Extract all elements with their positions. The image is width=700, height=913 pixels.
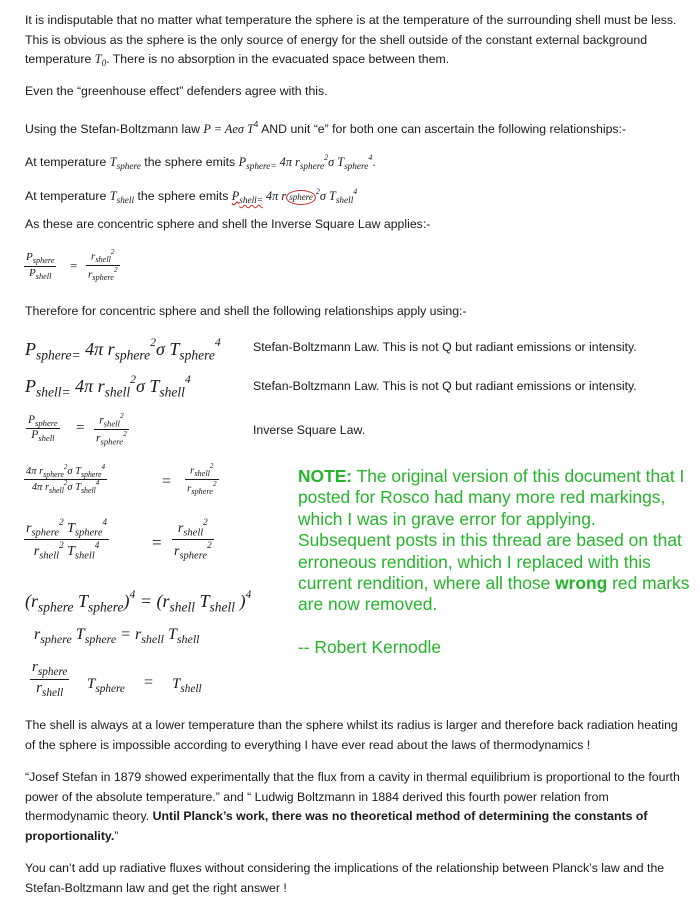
eq2-r-exp: 2 [130, 373, 136, 386]
frac1-num-sub: sphere [32, 255, 55, 265]
eq2-T-exp: 4 [184, 373, 191, 386]
eq4-num [24, 464, 107, 480]
ratio-r-den [86, 266, 120, 283]
eq6-left-sub: sphere [38, 599, 74, 615]
t0-subscript: 0 [101, 58, 107, 69]
quote-bold: Until Planck’s work, there was no theoretical method of determining the constants of proportionality. [25, 809, 648, 843]
stefan-formula: P = Aeσ T [203, 121, 254, 136]
sphere-line-text-b: the sphere emits [140, 154, 239, 169]
equation-p-shell [25, 373, 191, 400]
eq3-P-fraction [26, 414, 60, 444]
stefan-exponent: 4 [253, 120, 259, 129]
frac2-num-exp: 2 [110, 248, 115, 256]
eq5-r-num [172, 518, 214, 540]
eq4-den-sigma: σ T [67, 482, 81, 494]
sphere-T-exp: 4 [368, 153, 373, 162]
eq3-rden-exp: 2 [123, 428, 127, 438]
eq1-4pi-r: 4π r [80, 338, 115, 359]
eq7-Tsub: sphere [84, 632, 117, 647]
eq4-den-4pi: 4π r [31, 482, 50, 494]
ratio-r-num [86, 249, 120, 266]
shell-T: T [109, 188, 117, 203]
sphere-emits-line [25, 148, 686, 177]
eq3-den-r: r [96, 432, 101, 445]
eq6-right-close: ) [235, 590, 246, 611]
eq7-T2: T [163, 626, 177, 643]
eq5-den-rsub: shell [39, 549, 60, 561]
equation-7 [34, 626, 200, 647]
intro-paragraph [25, 11, 686, 74]
eq5-left-fraction [24, 518, 109, 562]
shell-4pi-r: 4π r [262, 188, 287, 203]
eq4-den-sub: shell [49, 485, 64, 495]
stefan-paragraph [25, 115, 686, 140]
eq3-note: Inverse Square Law. [253, 423, 366, 437]
eq5-num-r: r [26, 520, 32, 536]
eq8-num [30, 660, 69, 680]
eq6-exp-left: 4 [129, 588, 136, 601]
eq8-T: T [87, 676, 96, 692]
therefore-paragraph: Therefore for concentric sphere and shell the following relationships apply using:- [25, 304, 467, 318]
eq3-equals: = [76, 420, 85, 436]
eq5-rden-exp: 2 [207, 539, 212, 550]
eq5-den-exp2: 2 [59, 539, 64, 550]
eq4-den-exp4: 4 [95, 480, 100, 488]
eq5-den-Tsub: shell [74, 549, 95, 561]
eq6-left-T: T [73, 590, 89, 611]
sphere-T2-sub: sphere [344, 161, 369, 172]
eq4-rden: r [187, 482, 192, 495]
eq3-r-num [94, 412, 129, 430]
eq4-r-den [185, 480, 219, 497]
eq2-P-sub: shell= [36, 384, 71, 400]
shell-P-sub: shell= [239, 195, 263, 206]
eq1-T-exp: 4 [214, 336, 221, 349]
green-note [298, 466, 693, 659]
eq5-num-exp4: 4 [102, 517, 108, 527]
eq4-equals: = [162, 473, 172, 490]
eq3-num-sub: sphere [35, 418, 58, 429]
note-text: The original version of this document that I posted for Rosco had many more red markings, which I was in grave error for applying. Subsequent posts in this thread are based on that erroneous rendition, which I replaced with this current rendition, where all those [298, 466, 685, 594]
eq2-T-sub: shell [159, 384, 185, 400]
eq4-num-Tsub: sphere [80, 469, 102, 479]
eq6-left-Tsub: sphere [88, 599, 124, 615]
note-signature: -- Robert Kernodle [298, 637, 442, 658]
eq8-num-sub: sphere [37, 665, 68, 678]
eq5-rden: r [174, 543, 180, 559]
eq3-r-den [94, 430, 129, 448]
eq4-num-exp2: 2 [63, 464, 68, 471]
eq4-num-sigma: σ T [67, 466, 81, 478]
eq4-right-fraction [185, 463, 219, 497]
eq8-den-sub: shell [42, 686, 64, 699]
eq3-r-fraction [94, 412, 129, 447]
eq5-num [24, 518, 109, 540]
eq3-P-den [26, 429, 60, 444]
ratio-P-num [24, 252, 56, 267]
equation-p-sphere [25, 336, 221, 363]
frac2-num-sub: shell [95, 255, 111, 265]
intro-text-end: . There is no absorption in the evacuated space between them. [106, 52, 450, 67]
frac1-den-sub: shell [35, 271, 52, 281]
frac2-den-exp: 2 [113, 265, 118, 274]
eq8-num-r: r [32, 659, 38, 675]
eq1-r-sub: sphere [114, 347, 151, 363]
note-end: red marks are now removed. [298, 573, 690, 615]
eq8-fraction [30, 660, 69, 700]
eq4-den [24, 480, 107, 495]
frac2-den-r: r [88, 268, 93, 281]
frac1-num-P: P [26, 251, 33, 263]
eq7-rsub2: shell [141, 632, 164, 647]
frac1-den-P: P [29, 266, 36, 279]
eq2-P: P [25, 375, 36, 396]
eq1-P-sub: sphere= [36, 347, 81, 363]
t0-symbol: T [94, 52, 102, 67]
eq4-rnum-sub: shell [194, 469, 210, 479]
eq6-left: (r [25, 590, 38, 611]
sphere-r-sub: sphere [299, 161, 325, 172]
eq7-r: r [34, 626, 41, 643]
eq7-T: T [71, 626, 85, 643]
shell-lower-paragraph: The shell is always at a lower temperature than the sphere whilst its radius is larger and therefore back radiation heating of the sphere is impossible according to everything I have ever read about the laws of thermodynamics ! [25, 718, 678, 752]
sphere-line-end: . [372, 154, 376, 169]
equals-sign: = [70, 258, 78, 273]
eq4-rden-exp: 2 [212, 479, 217, 488]
shell-emits-line [25, 182, 686, 211]
eq4-num-4pi: 4π r [26, 466, 44, 478]
eq3-P-num [26, 414, 60, 429]
eq5-num-exp2: 2 [59, 517, 64, 527]
eq3-den-sub: shell [38, 433, 55, 444]
eq6-mid: = (r [135, 590, 170, 611]
eq6-right-Tsub: shell [209, 599, 236, 615]
note-bold-wrong: wrong [555, 573, 608, 594]
eq4-rden-sub: sphere [191, 487, 213, 497]
sphere-line-text: At temperature [25, 154, 110, 169]
eq4-num-sub: sphere [43, 469, 64, 479]
eq3-rnum-sub: shell [103, 418, 120, 429]
eq3-den-P: P [31, 429, 39, 442]
intro-text: It is indisputable that no matter what temperature the sphere is at the temperature of the surrounding shell must be less. This is obvious as the sphere is the only source of energy for the shell outside of the constant external background temperature [25, 13, 677, 67]
eq6-exp-right: 4 [245, 588, 252, 601]
eq5-rden-sub: sphere [179, 549, 208, 561]
ratio-r-fraction [86, 249, 120, 283]
eq8-den [30, 680, 69, 700]
eq2-4pi-r: 4π r [70, 375, 105, 396]
eq5-rnum-sub: shell [183, 527, 204, 539]
eq5-den [24, 540, 109, 563]
eq3-rden-sub: sphere [100, 436, 124, 447]
shell-line-text: At temperature [25, 188, 110, 203]
ratio-P-fraction [24, 252, 56, 281]
eq8-equals: = [144, 674, 154, 691]
eq8-T-sphere [87, 676, 125, 695]
eq2-r-sub: shell [104, 384, 131, 400]
eq3-num-P: P [28, 414, 36, 426]
shell-T-exp: 4 [353, 187, 358, 196]
eq5-num-rsub: sphere [31, 527, 60, 539]
eq7-eq: = r [116, 626, 142, 643]
eq8-T2: T [172, 676, 181, 692]
eq1-sigma-T: σ T [155, 338, 180, 359]
stefan-text-end: AND unit “e” for both one can ascertain the following relationships:- [258, 121, 627, 136]
eq7-Tsub2: shell [176, 632, 200, 647]
eq7-rsub: sphere [40, 632, 72, 647]
shell-T-sub: shell [116, 195, 135, 206]
eq5-equals: = [152, 533, 162, 552]
eq5-den-exp4: 4 [94, 539, 100, 550]
eq5-right-fraction [172, 518, 214, 562]
frac2-den-sub: sphere [92, 273, 114, 283]
sphere-T-sub: sphere [116, 161, 141, 172]
circled-sphere-subscript: sphere [286, 190, 316, 205]
shell-sigma-T: σ T [319, 188, 336, 203]
eq8-Tsub: sphere [95, 682, 125, 695]
eq5-rnum-exp: 2 [203, 517, 208, 527]
eq1-note: Stefan-Boltzmann Law. This is not Q but radiant emissions or intensity. [253, 340, 637, 354]
eq6-close: ) [123, 590, 130, 611]
sphere-r-exp: 2 [324, 153, 329, 162]
eq4-r-num [185, 463, 219, 480]
eq5-den-r: r [33, 543, 40, 559]
eq2-sigma-T: σ T [135, 375, 160, 396]
sphere-T: T [109, 154, 117, 169]
shell-T2-sub: shell [335, 195, 354, 206]
eq1-P: P [25, 338, 36, 359]
eq4-left-fraction [24, 464, 107, 495]
final-paragraph: You can’t add up radiative fluxes without considering the implications of the relationship between Planck’s law and the Stefan-Boltzmann law and get the right answer ! [25, 861, 665, 895]
eq8-Tsub2: shell [180, 682, 202, 695]
eq2-note: Stefan-Boltzmann Law. This is not Q but radiant emissions or intensity. [253, 379, 637, 393]
greenhouse-paragraph: Even the “greenhouse effect” defenders agree with this. [25, 84, 328, 98]
eq1-T-sub: sphere [179, 347, 215, 363]
eq8-T-shell [172, 676, 202, 695]
shell-r-exp: 2 [315, 187, 320, 196]
equation-6 [25, 588, 251, 615]
sphere-4pi-r: 4π r [276, 154, 300, 169]
eq5-rnum: r [177, 520, 184, 536]
eq3-rnum-exp: 2 [119, 411, 124, 420]
stefan-text: Using the Stefan-Boltzmann law [25, 121, 204, 136]
eq1-r-exp: 2 [150, 336, 156, 349]
note-label: NOTE: [298, 466, 353, 486]
quote-paragraph [25, 768, 686, 846]
frac2-num-r: r [91, 250, 96, 263]
eq8-den-r: r [36, 679, 42, 696]
shell-P: P [231, 188, 240, 203]
sphere-P-sub: sphere= [246, 161, 277, 172]
eq3-num-r: r [99, 414, 104, 427]
eq4-den-Tsub: shell [80, 485, 96, 495]
eq4-rnum-exp: 2 [209, 462, 214, 470]
eq5-den-T: T [67, 543, 75, 559]
eq5-num-Tsub: sphere [74, 527, 103, 539]
eq4-rnum: r [190, 464, 195, 477]
eq5-num-T: T [67, 520, 75, 536]
eq4-num-exp4: 4 [101, 464, 106, 471]
concentric-paragraph: As these are concentric sphere and shell the Inverse Square Law applies:- [25, 217, 431, 231]
ratio-P-den [24, 267, 56, 281]
quote-text: “Josef Stefan in 1879 showed experimentally that the flux from a cavity in thermal equilibrium is proportional to the fourth power of the absolute temperature.” and “ Ludwig Boltzmann in 1884 derived this fourth power relation from thermodynamic theory. [25, 770, 680, 824]
eq4-den-exp2: 2 [63, 480, 68, 488]
eq5-r-den [172, 540, 214, 563]
eq6-right-sub: shell [169, 599, 196, 615]
sphere-P: P [238, 154, 247, 169]
shell-line-text-b: the sphere emits [134, 188, 232, 203]
eq6-right-T: T [195, 590, 210, 611]
sphere-sigma-T: σ T [328, 154, 345, 169]
quote-end: ” [114, 828, 119, 843]
